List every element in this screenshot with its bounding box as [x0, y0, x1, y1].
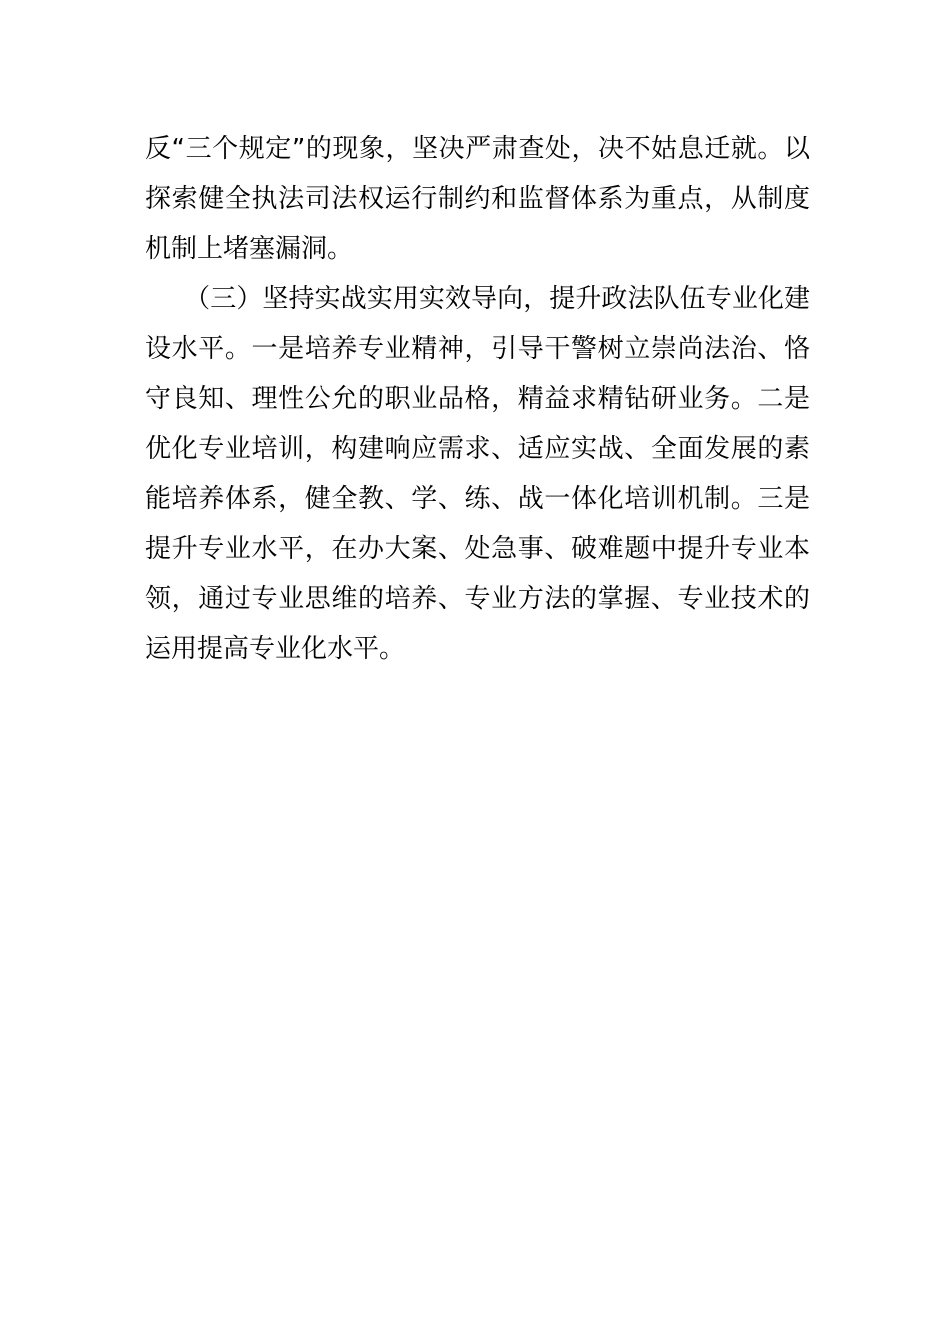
- body-text: [145, 124, 810, 674]
- paragraph-2-line-1: （三）坚持实战实用实效导向，提升政法队伍专业化建: [145, 284, 810, 314]
- paragraph-1-line-3: 机制上堵塞漏洞。: [145, 234, 354, 264]
- paragraph-2-line-8: 运用提高专业化水平。: [145, 634, 406, 664]
- paragraph-1-line-1: 反“三个规定”的现象，坚决严肃查处，决不姑息迁就。以: [145, 134, 810, 164]
- paragraph-2-line-2: 设水平。一是培养专业精神，引导干警树立崇尚法治、恪: [145, 334, 810, 364]
- paragraph-2-line-5: 能培养体系，健全教、学、练、战一体化培训机制。三是: [145, 484, 810, 514]
- paragraph-1-line-2: 探索健全执法司法权运行制约和监督体系为重点，从制度: [145, 184, 810, 214]
- paragraph-2-line-3: 守良知、理性公允的职业品格，精益求精钻研业务。二是: [145, 384, 810, 414]
- paragraph-2-line-4: 优化专业培训，构建响应需求、适应实战、全面发展的素: [145, 434, 810, 464]
- paragraph-2-line-6: 提升专业水平，在办大案、处急事、破难题中提升专业本: [145, 534, 810, 564]
- paragraph-2-line-7: 领，通过专业思维的培养、专业方法的掌握、专业技术的: [145, 584, 810, 614]
